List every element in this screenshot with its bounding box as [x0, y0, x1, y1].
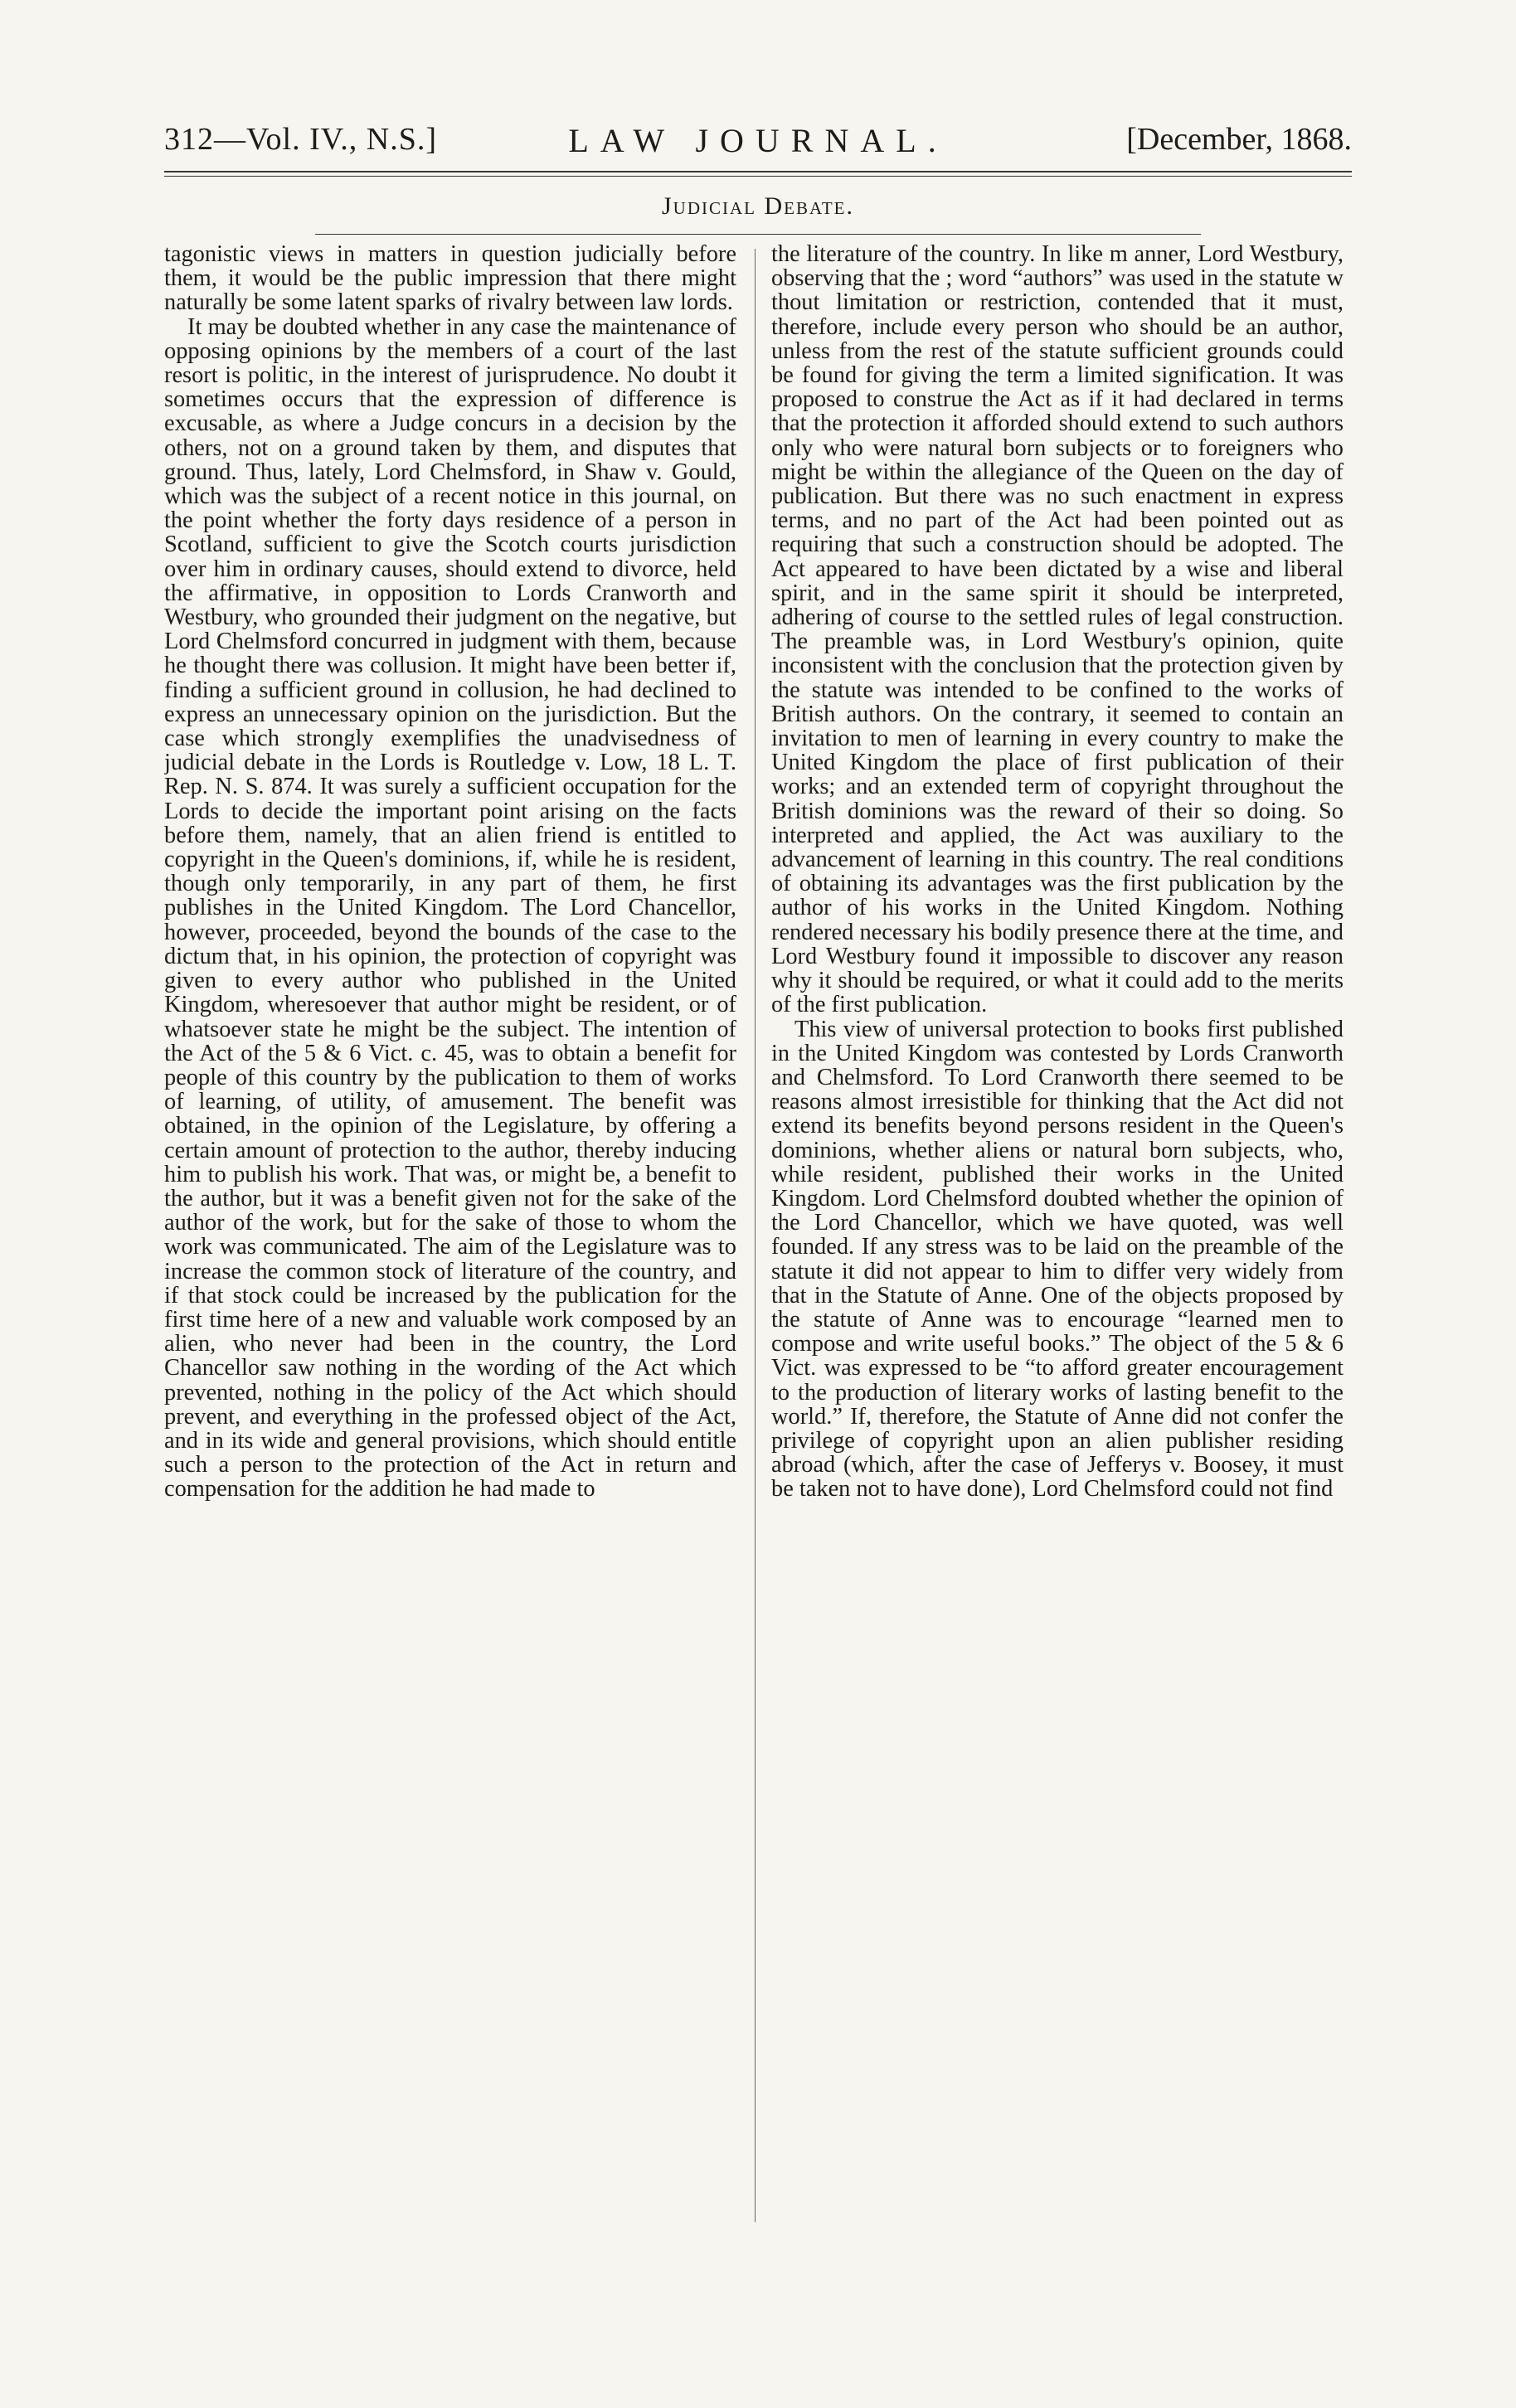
- running-header: [164, 121, 1352, 163]
- paragraph: This view of universal protection to books first published in the United Kingdom was contested by Lords Cranworth and Chelmsford. To Lord Cranworth there seemed to be reasons almost irresistible for thinking that the Act did not extend its benefits beyond persons resident in the Queen's dominions, whether aliens or natural born subjects, who, while resident, published their works in the United Kingdom. Lord Chelmsford doubted whether the opinion of the Lord Chancellor, which we have quoted, was well founded. If any stress was to be laid on the preamble of the statute it did not appear to him to differ very widely from that in the Statute of Anne. One of the objects proposed by the statute of Anne was to encourage “learned men to compose and write useful books.” The object of the 5 & 6 Vict. was expressed to be “to afford greater encouragement to the production of literary works of lasting benefit to the world.” If, therefore, the Statute of Anne did not confer the privilege of copyright upon an alien publisher residing abroad (which, after the case of Jefferys v. Boosey, it must be taken not to have done), Lord Chelmsford could not find: [771, 1016, 1344, 1503]
- header-journal-title: LAW JOURNAL.: [568, 122, 948, 159]
- header-volume: 312—Vol. IV., N.S.]: [164, 122, 438, 157]
- paragraph: It may be doubted whether in any case the maintenance of opposing opinions by the members of a court of the last resort is politic, in the interest of jurisprudence. No doubt it sometimes occurs that the expression of difference is excusable, as where a Judge concurs in a decision by the others, not on a ground taken by them, and disputes that ground. Thus, lately, Lord Chelmsford, in Shaw v. Gould, which was the subject of a recent notice in this journal, on the point whether the forty days residence of a person in Scotland, sufficient to give the Scotch courts jurisdiction over him in ordinary causes, should extend to divorce, held the affirmative, in opposition to Lords Cranworth and Westbury, who grounded their judgment on the negative, but Lord Chelmsford concurred in judgment with them, because he thought there was collusion. It might have been better if, finding a sufficient ground in collusion, he had declined to express an unnecessary opinion on the jurisdiction. But the case which strongly exemplifies the unadvisedness of judicial debate in the Lords is Routledge v. Low, 18 L. T. Rep. N. S. 874. It was surely a sufficient occupation for the Lords to decide the important point arising on the facts before them, namely, that an alien friend is entitled to copyright in the Queen's dominions, if, while he is resident, though only temporarily, in any part of them, he first publishes in the United Kingdom. The Lord Chancellor, however, proceeded, beyond the bounds of the case to the dictum that, in his opinion, the protection of copyright was given to every author who published in the United Kingdom, wheresoever that author might be resident, or of whatsoever state he might be the subject. The intention of the Act of the 5 & 6 Vict. c. 45, was to obtain a benefit for people of this country by the publication to them of works of learning, of utility, of amusement. The benefit was obtained, in the opinion of the Legislature, by offering a certain amount of protection to the author, thereby inducing him to publish his work. That was, or might be, a benefit to the author, but it was a benefit given not for the sake of the author of the work, but for the sake of those to whom the work was communicated. The aim of the Legislature was to increase the common stock of literature of the country, and if that stock could be increased by the publication for the first time here of a new and valuable work composed by an alien, who never had been in the country, the Lord Chancellor saw nothing in the wording of the Act which prevented, nothing in the policy of the Act which should prevent, and everything in the professed object of the Act, and in its wide and general provisions, which should entitle such a person to the protection of the Act in return and compensation for the addition he had made to: [164, 313, 736, 1503]
- section-rule: [315, 234, 1201, 235]
- section-title: Judicial Debate.: [662, 192, 854, 220]
- header-rule-bottom: [164, 176, 1352, 177]
- left-column: [164, 242, 736, 2224]
- paragraph: the literature of the country. In like m anner, Lord Westbury, observing that the ; word “authors” was used in the statute w thout limitation or restriction, contended that it must, therefore, include every person who should be an author, unless from the rest of the statute sufficient grounds could be found for giving the term a limited signification. It was proposed to construe the Act as if it had declared in terms that the protection it afforded should extend to such authors only who were natural born subjects or to foreigners who might be within the allegiance of the Queen on the day of publication. But there was no such enactment in express terms, and no part of the Act had been pointed out as requiring that such a construction should be adopted. The Act appeared to have been dictated by a wise and liberal spirit, and in the same spirit it should be interpreted, adhering of course to the settled rules of legal construction. The preamble was, in Lord Westbury's opinion, quite inconsistent with the conclusion that the protection given by the statute was intended to be confined to the works of British authors. On the contrary, it seemed to contain an invitation to men of learning in every country to make the United Kingdom the place of first publication of their works; and an extended term of copyright throughout the British dominions was the reward of their so doing. So interpreted and applied, the Act was auxiliary to the advancement of learning in this country. The real conditions of obtaining its advantages was the first publication by the author of his works in the United Kingdom. Nothing rendered necessary his bodily presence there at the time, and Lord Westbury found it impossible to discover any reason why it should be required, or what it could add to the merits of the first publication.: [771, 242, 1344, 1018]
- right-column: [771, 242, 1344, 2224]
- paragraph: tagonistic views in matters in question judicially before them, it would be the public impression that there might naturally be some latent sparks of rivalry between law lords.: [164, 242, 736, 316]
- header-date: [December, 1868.: [1126, 122, 1352, 157]
- column-divider: [755, 249, 756, 2222]
- header-rule-top: [164, 171, 1352, 172]
